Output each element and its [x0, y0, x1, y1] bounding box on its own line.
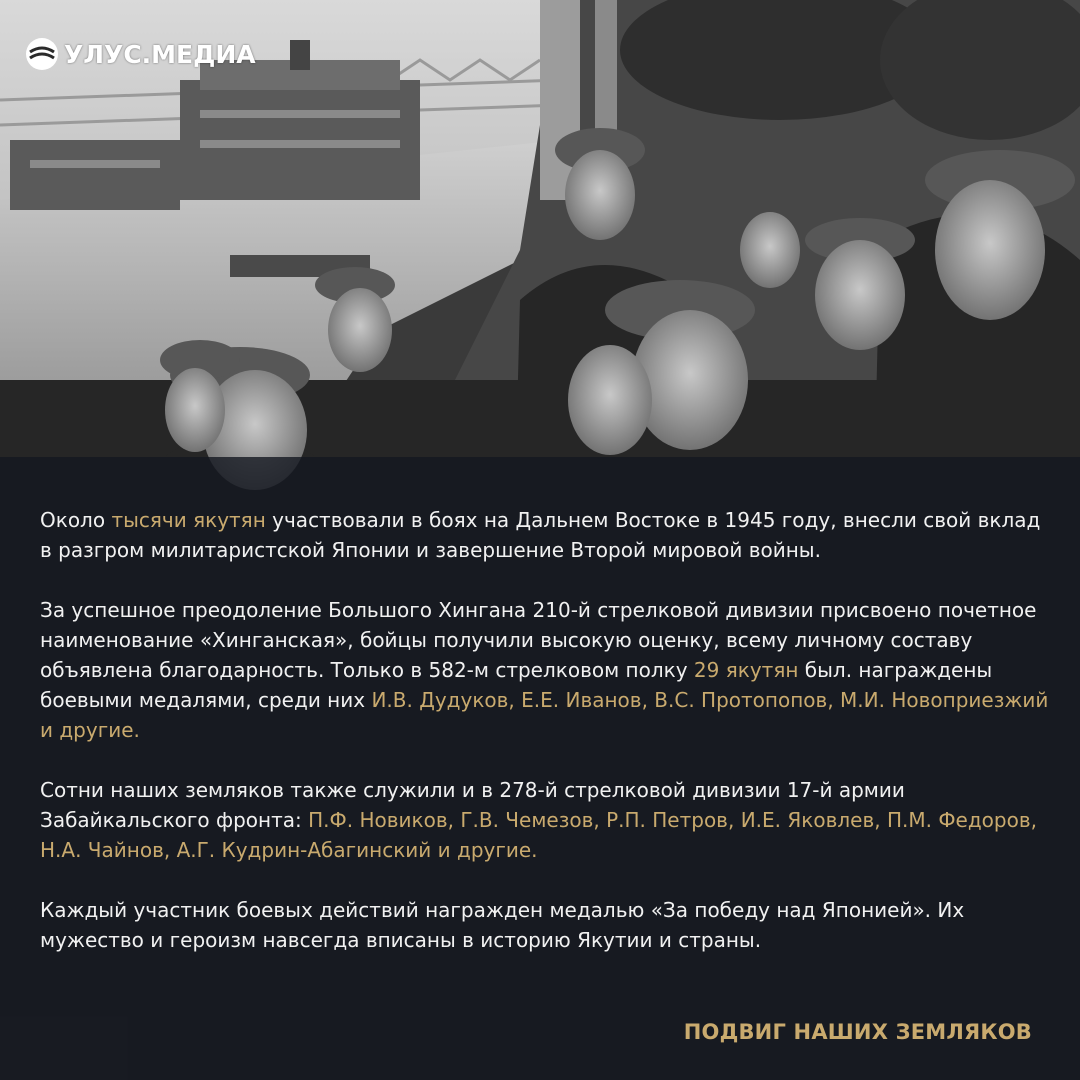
highlighted-text: И.В. Дудуков, Е.Е. Иванов, В.С. Протопопов, М.И. Новоприезжий и другие. [40, 688, 1049, 742]
body-text: Сотни наших земляков также служили и в 278-й стрелковой дивизии 17-й армии Забайкальского фронта: [40, 778, 905, 832]
paragraph [40, 775, 1050, 865]
paragraph [40, 895, 1050, 955]
body-text: Каждый участник боевых действий награжден медалью «За победу над Японией». Их мужество и героизм навсегда вписаны в историю Якутии и страны. [40, 898, 965, 952]
highlighted-text: П.Ф. Новиков, Г.В. Чемезов, Р.П. Петров, И.Е. Яковлев, П.М. Федоров, Н.А. Чайнов, А.Г. Кудрин-Абагинский и другие. [40, 808, 1037, 862]
highlighted-text: 29 якутян [693, 658, 799, 682]
paragraph [40, 595, 1050, 745]
body-text: Около [40, 508, 112, 532]
body-text: был. награждены боевыми медалями, среди них [40, 658, 993, 712]
highlighted-text: тысячи якутян [111, 508, 266, 532]
caption-title: ПОДВИГ НАШИХ ЗЕМЛЯКОВ [683, 1020, 1032, 1044]
body-text: За успешное преодоление Большого Хингана 210-й стрелковой дивизии присвоено почетное наименование «Хинганская», бойцы получили высокую оценку, всему личному составу объявлена благодарность. Только в 582-м стрелковом полку [40, 598, 1037, 682]
ulus-media-logo-icon [24, 36, 60, 72]
body-text: участвовали в боях на Дальнем Востоке в 1945 году, внесли свой вклад в разгром милитаристской Японии и завершение Второй мировой войны. [40, 508, 1041, 562]
paragraph [40, 505, 1050, 565]
logo-text: УЛУС.МЕДИА [64, 39, 256, 69]
article-text [40, 505, 1050, 985]
brand-logo [24, 34, 256, 74]
